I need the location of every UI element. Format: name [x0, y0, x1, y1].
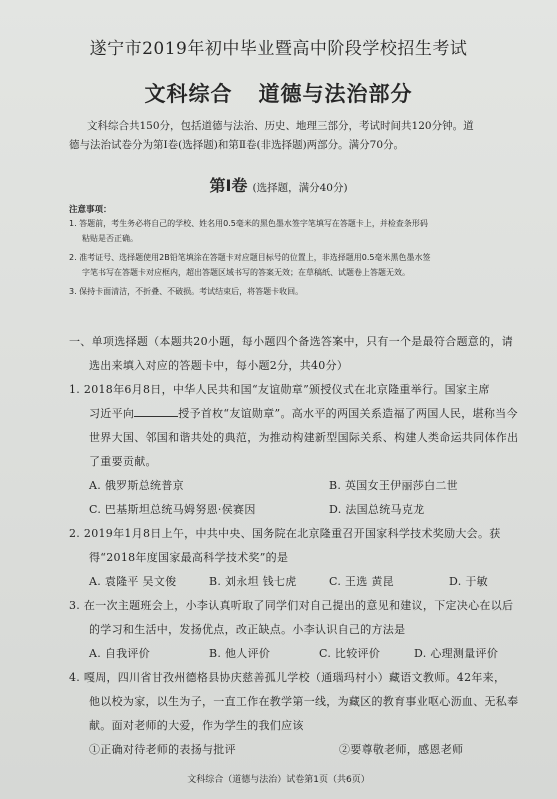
section-heading	[0, 173, 557, 196]
part1-heading-line-2: 选出来填入对应的答题卡中，每小题2分，共40分）	[89, 359, 349, 372]
q4-statement-2: ②要尊敬老师，感恩老师	[339, 743, 464, 756]
q2-line-2: 得“2018年度国家最高科学技术奖”的是	[89, 551, 289, 564]
q4-statement-1: ①正确对待老师的表扬与批评	[89, 743, 236, 756]
q3-line-2: 的学习和生活中，发扬优点，改正缺点。小李认识自己的方法是	[89, 623, 406, 636]
subject-title-left: 文科综合	[144, 82, 233, 106]
q4-line-3: 献。面对老师的大爱，作为学生的我们应该	[89, 719, 304, 732]
q2-option-b: B. 刘永坦 钱七虎	[209, 575, 297, 588]
notes-title: 注意事项：	[69, 205, 112, 215]
q1-option-c: C. 巴基斯坦总统马姆努恩·侯赛因	[89, 503, 256, 516]
note-line: 2. 准考证号、选择题使用2B铅笔填涂在答题卡对应题目标号的位置上，非选择题用0.5毫米黑色墨水签	[69, 253, 431, 262]
note-line: 字笔书写在答题卡对应框内，超出答题区域书写的答案无效；在草稿纸、试题卷上答题无效。	[82, 268, 410, 277]
q3-option-b: B. 他人评价	[209, 647, 271, 660]
q1-line-3: 世界大国、邻国和谐共处的典范，为推动构建新型国际关系、构建人类命运共同体作出	[89, 431, 519, 444]
q4-line-2: 他以校为家，以生为子，一直工作在教学第一线，为藏区的教育事业呕心沥血、无私奉	[89, 695, 519, 708]
q2-option-d: D. 于敏	[449, 575, 488, 588]
q2-option-a: A. 袁隆平 吴文俊	[89, 575, 177, 588]
note-line: 1. 答题前，考生务必将自己的学校、姓名用0.5毫米的黑色墨水签字笔填写在答题卡上，并检查条形码	[69, 219, 428, 228]
exam-title: 遂宁市2019年初中毕业暨高中阶段学校招生考试	[89, 39, 468, 59]
subject-title-right: 道德与法治部分	[258, 82, 413, 106]
q3-option-c: C. 比较评价	[319, 647, 381, 660]
q3-option-a: A. 自我评价	[89, 647, 151, 660]
note-line: 3. 保持卡面清洁，不折叠、不破损。考试结束后，将答题卡收回。	[69, 287, 304, 296]
q1-option-d: D. 法国总统马克龙	[329, 503, 425, 516]
page-footer: 文科综合（道德与法治）试卷第1页（共6页）	[187, 775, 370, 785]
subject-title	[0, 78, 557, 108]
part1-heading-line-1: 一、单项选择题（本题共20小题，每小题四个备选答案中，只有一个是最符合题意的，请	[69, 335, 513, 348]
q2-line-1: 2. 2019年1月8日上午，中共中央、国务院在北京隆重召开国家科学技术奖励大会。获	[69, 527, 501, 540]
q1-line-2-text: 授予首枚“友谊勋章”。高水平的两国关系造福了两国人民，堪称当今	[178, 407, 518, 420]
section-note: (选择题，满分40分)	[252, 182, 348, 194]
q3-option-d: D. 心理测量评价	[414, 647, 499, 660]
q4-line-1: 4. 嘎周，四川省甘孜州德格县协庆慈善孤儿学校（通瑙玛村小）藏语文教师。42年来，	[69, 671, 506, 684]
intro-line-2: 德与法治试卷分为第Ⅰ卷(选择题)和第Ⅱ卷(非选择题)两部分。满分70分。	[69, 139, 405, 151]
q1-option-b: B. 英国女王伊丽莎白二世	[329, 479, 458, 492]
q2-option-c: C. 王选 黄昆	[329, 575, 394, 588]
note-line: 粘贴是否正确。	[82, 234, 138, 243]
q1-line-2	[89, 405, 518, 421]
q1-line-1: 1. 2018年6月8日，中华人民共和国“友谊勋章”颁授仪式在北京隆重举行。国家主席	[69, 383, 490, 396]
q1-option-a: A. 俄罗斯总统普京	[89, 479, 184, 492]
q1-line-4: 了重要贡献。	[89, 455, 157, 468]
q3-line-1: 3. 在一次主题班会上，小李认真听取了同学们对自己提出的意见和建议，下定决心在以后	[69, 599, 514, 612]
intro-line-1: 文科综合共150分，包括道德与法治、历史、地理三部分，考试时间共120分钟。道	[87, 120, 474, 132]
answer-blank[interactable]	[134, 407, 178, 417]
section-title: 第Ⅰ卷	[209, 176, 248, 195]
q1-line-2-prefix: 习近平向	[89, 407, 135, 420]
